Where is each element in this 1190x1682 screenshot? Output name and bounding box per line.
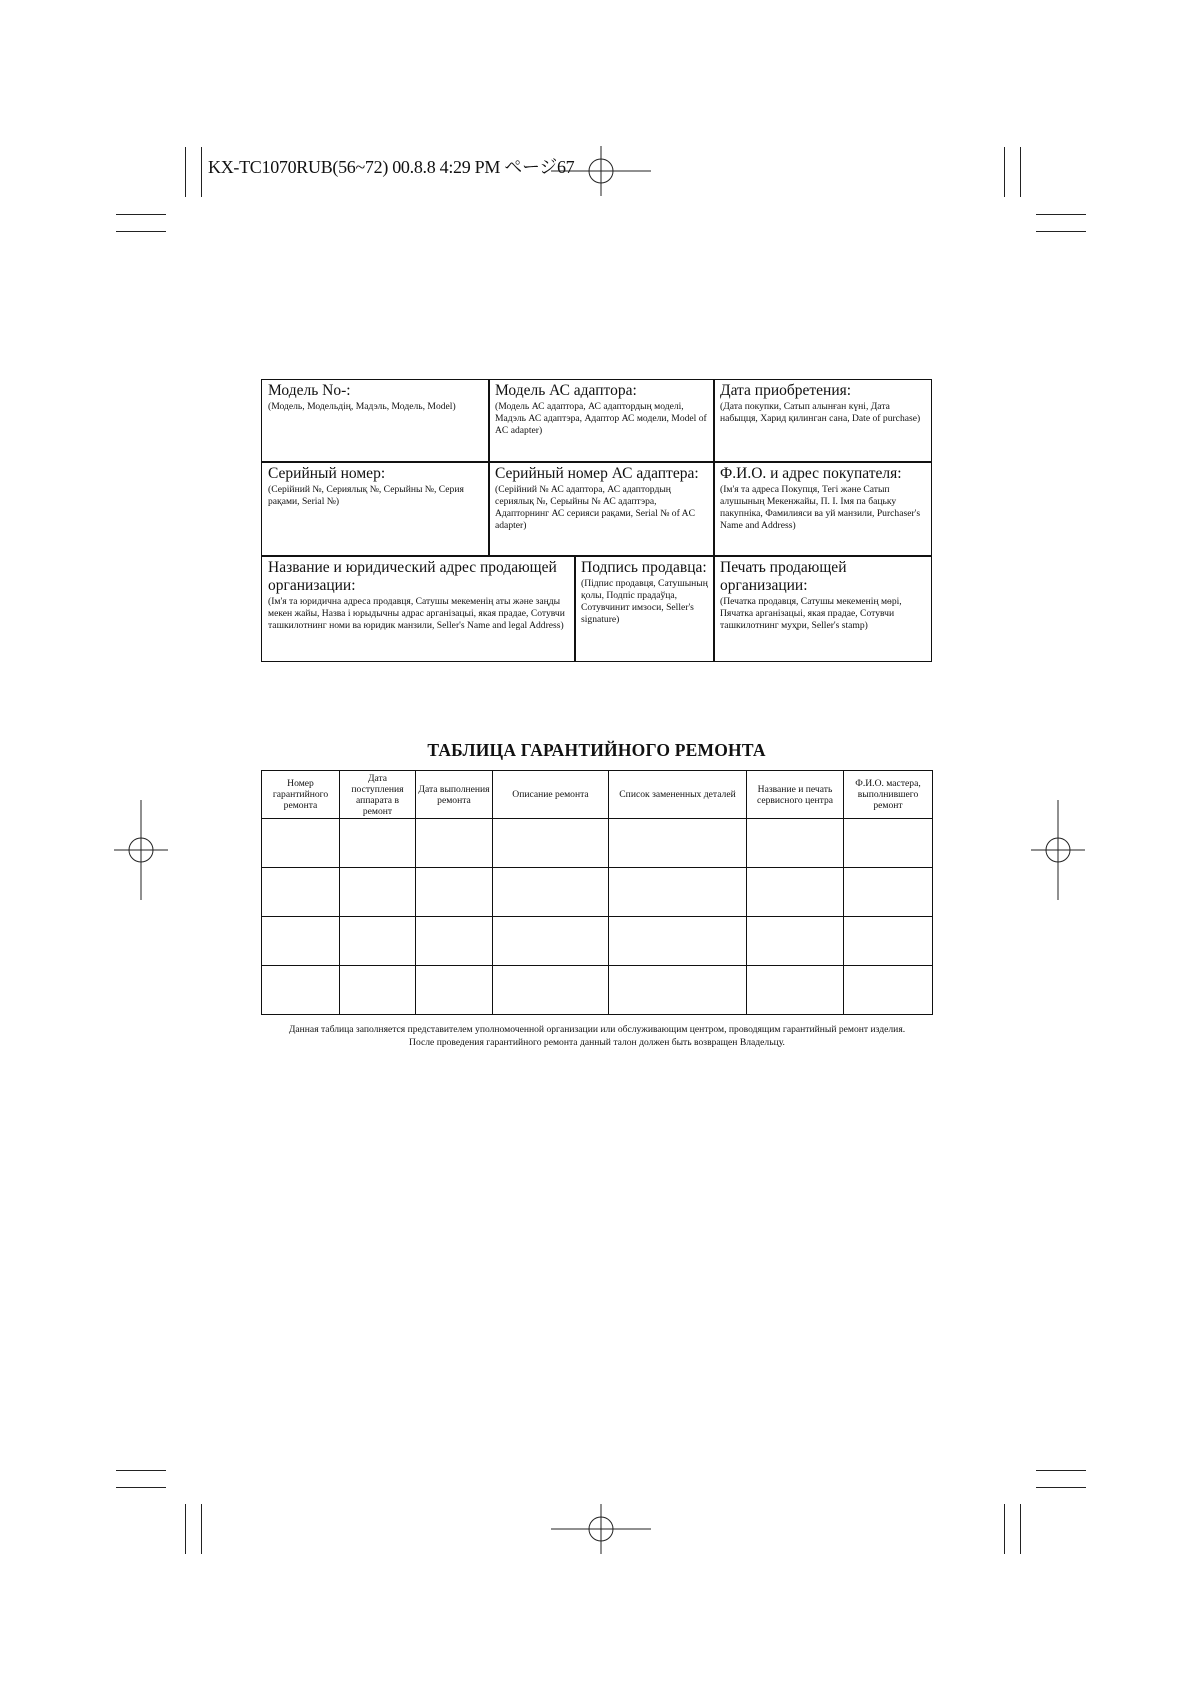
col-header-repair-number: Номер гарантийного ремонта xyxy=(262,771,340,819)
table-cell[interactable] xyxy=(340,819,416,868)
seller-stamp-field[interactable] xyxy=(714,557,932,661)
seller-name-field[interactable] xyxy=(262,557,575,661)
table-cell[interactable] xyxy=(262,819,340,868)
table-cell[interactable] xyxy=(262,868,340,917)
registration-mark-right xyxy=(1031,800,1085,900)
table-cell[interactable] xyxy=(844,868,933,917)
registration-mark-left xyxy=(114,800,168,900)
seller-signature-label: Подпись продавца: xyxy=(581,559,707,576)
purchaser-label: Ф.И.О. и адрес покупателя: xyxy=(720,465,902,482)
table-cell[interactable] xyxy=(340,966,416,1015)
table-cell[interactable] xyxy=(493,819,609,868)
serial-number-hint: (Серійний №, Сериялық №, Серыйны №, Серия рақами, Serial №) xyxy=(268,484,464,507)
col-header-repair-description: Описание ремонта xyxy=(493,771,609,819)
repair-table-title: ТАБЛИЦА ГАРАНТИЙНОГО РЕМОНТА xyxy=(427,740,766,760)
table-cell[interactable] xyxy=(747,917,844,966)
model-number-field[interactable] xyxy=(262,380,489,462)
seller-stamp-hint: (Печатка продавця, Сатушы мекеменің мөрі, Пячатка арганізацыі, якая прадае, Сотувчи ташкилотнинг муҳри, Seller's stamp) xyxy=(720,596,902,631)
seller-stamp-label: Печать продающей организации: xyxy=(720,559,847,594)
seller-name-hint: (Ім'я та юридична адреса продавця, Сатушы мекеменің аты және заңды мекен жайы, Назва і юрыдычны адрас арганізацыі, якая прадае, Сотувчи ташкилотнинг номи ва юридик манзили, Seller's Name and legal Address) xyxy=(268,596,565,631)
col-header-technician: Ф.И.О. мастера, выполнившего ремонт xyxy=(844,771,933,819)
table-cell[interactable] xyxy=(609,868,747,917)
adapter-model-hint: (Модель АС адаптора, АС адаптордың моделі, Мадэль АС адаптэра, Адаптор АС модели, Model of AC adapter) xyxy=(495,401,707,436)
footnote-line-1: Данная таблица заполняется представителем уполномоченной организации или обслуживающим центром, проводящим гарантийный ремонт изделия. xyxy=(288,1024,906,1035)
table-row xyxy=(262,917,933,966)
seller-name-label: Название и юридический адрес продающей организации: xyxy=(268,559,557,594)
purchaser-hint: (Ім'я та адреса Покупця, Тегі және Сатып алушының Мекенжайы, П. І. Імя па бацьку пакупніка, Фамилияси ва уй манзили, Purchaser's Name and Address) xyxy=(720,484,921,531)
table-cell[interactable] xyxy=(416,868,493,917)
adapter-model-field[interactable] xyxy=(489,380,714,462)
table-row xyxy=(262,868,933,917)
serial-number-field[interactable] xyxy=(262,463,489,556)
table-cell[interactable] xyxy=(747,819,844,868)
purchaser-field[interactable] xyxy=(714,463,932,556)
table-cell[interactable] xyxy=(493,966,609,1015)
purchase-date-field[interactable] xyxy=(714,380,932,462)
table-cell[interactable] xyxy=(844,819,933,868)
purchase-date-label: Дата приобретения: xyxy=(720,382,852,399)
print-header: KX-TC1070RUB(56~72) 00.8.8 4:29 PM ページ67 xyxy=(208,157,575,177)
seller-signature-hint: (Підпис продавця, Сатушының қолы, Подпіс прадаўца, Сотувчинит имзоси, Seller's signature) xyxy=(581,578,708,625)
table-cell[interactable] xyxy=(493,868,609,917)
table-cell[interactable] xyxy=(493,917,609,966)
table-cell[interactable] xyxy=(609,917,747,966)
table-cell[interactable] xyxy=(747,966,844,1015)
repair-table xyxy=(261,770,933,1015)
table-header-row xyxy=(262,771,933,819)
adapter-serial-hint: (Серійний № АС адаптора, АС адаптордың сериялық №, Серыйны № АС адаптэра, Адапторнинг АС серияси рақами, Serial № of AC adapter) xyxy=(495,484,695,531)
table-cell[interactable] xyxy=(609,966,747,1015)
warranty-info-form xyxy=(261,379,932,662)
footnote xyxy=(240,1024,954,1049)
model-number-hint: (Модель, Модельдің, Мадэль, Модель, Model) xyxy=(268,401,456,412)
col-header-replaced-parts: Список замененных деталей xyxy=(609,771,747,819)
registration-mark-bottom xyxy=(551,1504,651,1554)
table-cell[interactable] xyxy=(262,917,340,966)
table-cell[interactable] xyxy=(416,966,493,1015)
table-row xyxy=(262,966,933,1015)
table-cell[interactable] xyxy=(340,917,416,966)
table-cell[interactable] xyxy=(262,966,340,1015)
col-header-completion-date: Дата выполнения ремонта xyxy=(416,771,493,819)
table-cell[interactable] xyxy=(416,917,493,966)
serial-number-label: Серийный номер: xyxy=(268,465,386,482)
table-row xyxy=(262,819,933,868)
seller-signature-field[interactable] xyxy=(575,557,714,661)
table-cell[interactable] xyxy=(747,868,844,917)
table-cell[interactable] xyxy=(340,868,416,917)
adapter-model-label: Модель АС адаптора: xyxy=(495,382,637,399)
table-cell[interactable] xyxy=(844,966,933,1015)
adapter-serial-field[interactable] xyxy=(489,463,714,556)
adapter-serial-label: Серийный номер АС адаптера: xyxy=(495,465,699,482)
footnote-line-2: После проведения гарантийного ремонта данный талон должен быть возвращен Владельцу. xyxy=(409,1036,785,1048)
table-cell[interactable] xyxy=(844,917,933,966)
model-number-label: Модель No-: xyxy=(268,382,351,399)
purchase-date-hint: (Дата покупки, Сатып алынған күні, Дата набыцця, Харид қилинган сана, Date of purchase) xyxy=(720,401,921,424)
col-header-service-center: Название и печать сервисного центра xyxy=(747,771,844,819)
table-cell[interactable] xyxy=(609,819,747,868)
table-cell[interactable] xyxy=(416,819,493,868)
col-header-receipt-date: Дата поступления аппарата в ремонт xyxy=(340,771,416,819)
